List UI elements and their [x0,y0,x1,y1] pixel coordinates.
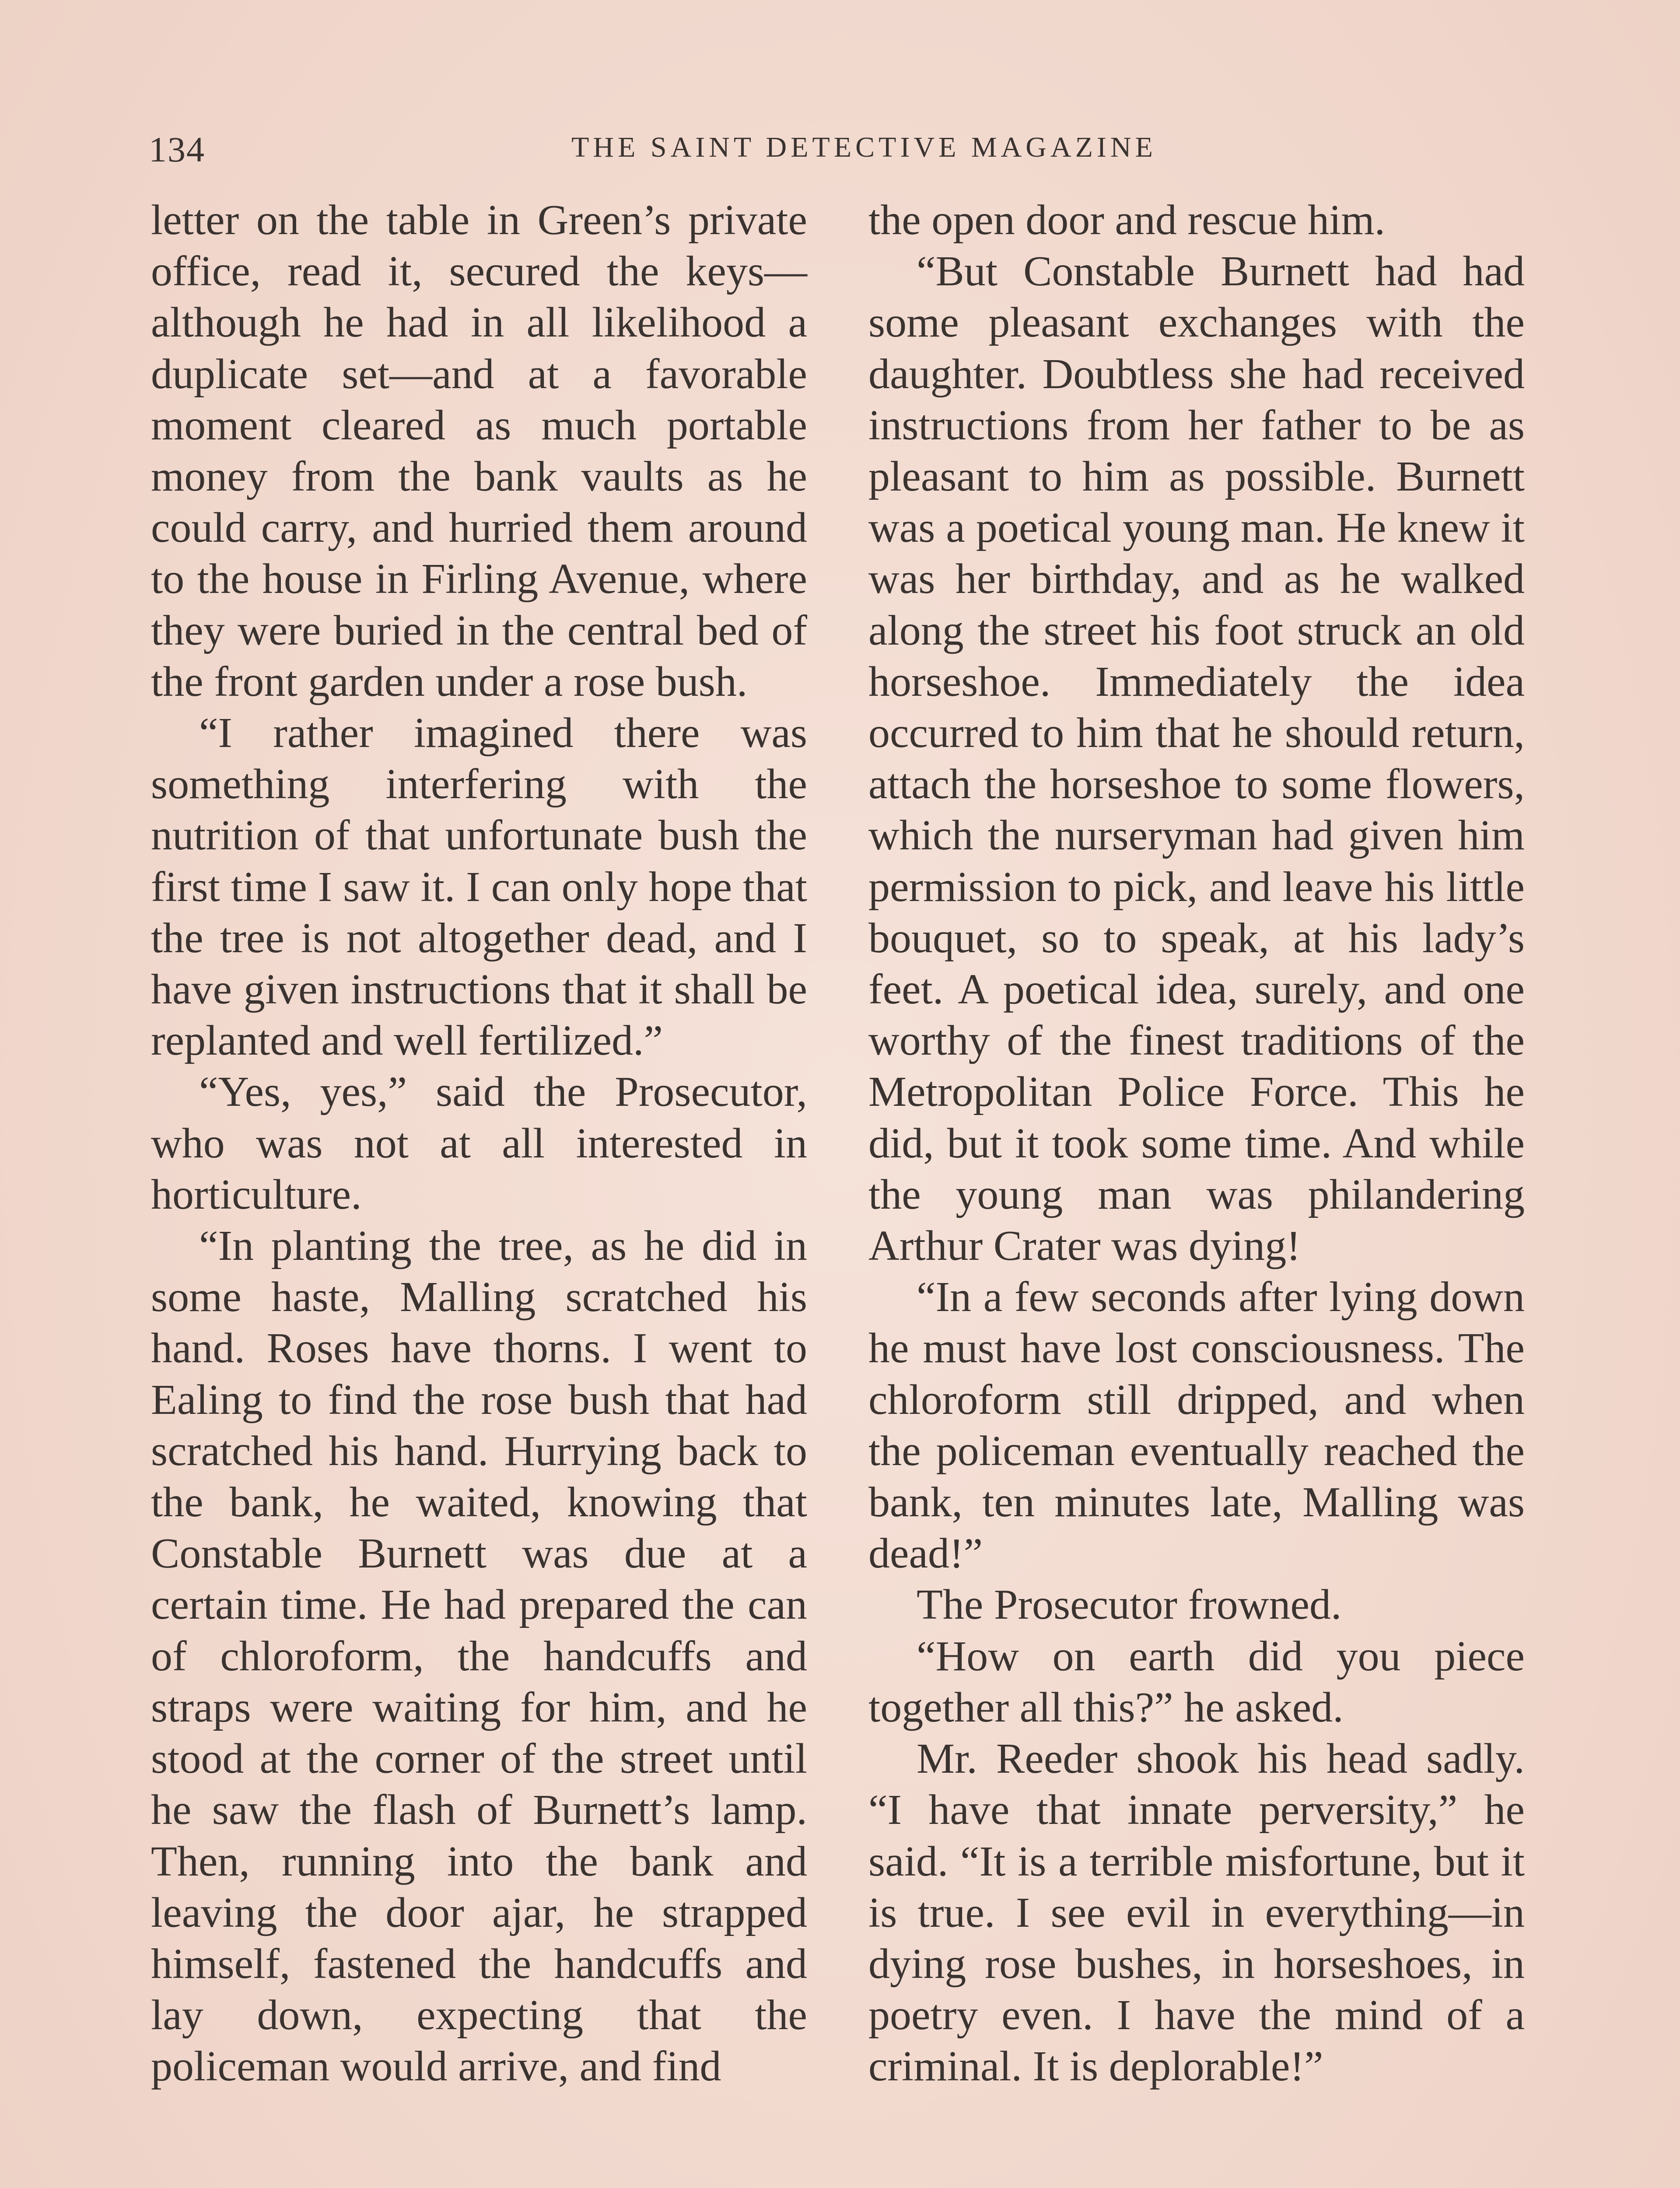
page-header [149,129,1531,182]
paragraph: “How on earth did you piece together all this?” he asked. [868,1632,1525,1731]
paragraph: The Prosecutor frowned. [917,1581,1342,1629]
left-column [151,195,807,2093]
paragraph: the open door and rescue him. [868,196,1386,244]
paragraph: “In a few seconds after lying down he must have lost consciousness. The chloroform still dripped, and when the policeman eventually reached the bank, ten minutes late, Malling was dead!” [868,1273,1525,1578]
running-head: THE SAINT DETECTIVE MAGAZINE [571,131,1157,163]
paragraph: “Yes, yes,” said the Prosecutor, who was not at all interested in horticulture. [151,1068,807,1218]
paragraph: “But Constable Burnett had had some pleasant exchanges with the daughter. Doubtless she had received instructions from her father to be as pleasant to him as possible. Burnett was a poetical young man. He knew it was her birthday, and as he walked along the street his foot struck an old horseshoe. Immediately the idea occurred to him that he should return, attach the horseshoe to some flowers, which the nurseryman had given him permission to pick, and leave his little bouquet, so to speak, at his lady’s feet. A poetical idea, surely, and one worthy of the finest traditions of the Metropolitan Police Force. This he did, but it took some time. And while the young man was philandering Arthur Crater was dying! [868,248,1525,1270]
right-column [868,195,1525,2093]
paragraph: Mr. Reeder shook his head sadly. “I have that innate perversity,” he said. “It is a terrible misfortune, but it is true. I see evil in everything—in dying rose bushes, in horseshoes, in poetry even. I have the mind of a criminal. It is deplorable!” [868,1735,1525,2090]
paragraph: “In planting the tree, as he did in some haste, Malling scratched his hand. Roses have thorns. I went to Ealing to find the rose bush that had scratched his hand. Hurrying back to the bank, he waited, knowing that Constable Burnett was due at a certain time. He had prepared the can of chloroform, the handcuffs and straps were waiting for him, and he stood at the corner of the street until he saw the flash of Burnett’s lamp. Then, running into the bank and leaving the door ajar, he strapped himself, fastened the handcuffs and lay down, expecting that the policeman would arrive, and find [151,1222,807,2090]
paragraph: “I rather imagined there was something interfering with the nutrition of that unfortunate bush the first time I saw it. I can only hope that the tree is not altogether dead, and I have given instructions that it shall be replanted and well fertilized.” [151,709,807,1065]
page-number: 134 [149,130,205,169]
paragraph: letter on the table in Green’s private office, read it, secured the keys—although he had in all likelihood a duplicate set—and at a favorable moment cleared as much portable money from the bank vaults as he could carry, and hurried them around to the house in Firling Avenue, where they were buried in the central bed of the front garden under a rose bush. [151,196,807,705]
